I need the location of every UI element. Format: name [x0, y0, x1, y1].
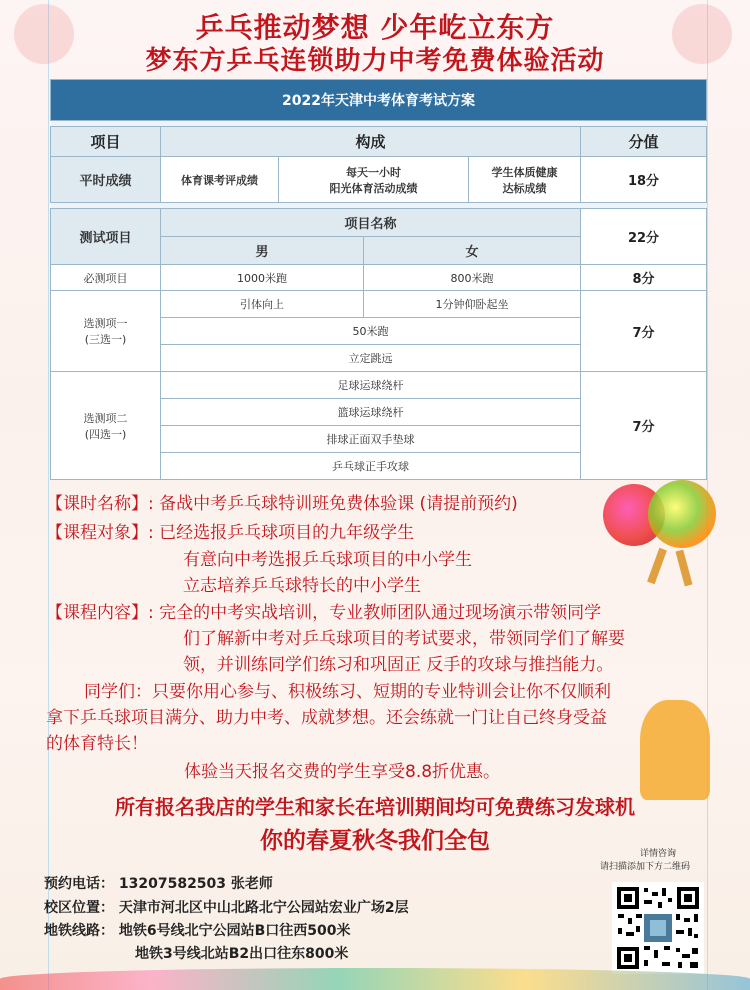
row-label-required: 必测项目	[51, 265, 161, 291]
qr-note-1: 详情咨询	[640, 849, 677, 859]
paragraph-line-1: 同学们：只要你用心参与、积极练习、短期的专业特训会让你不仅顺利	[84, 682, 611, 702]
subway-2: 地铁3号线北站B2出口往东800米	[135, 946, 349, 962]
row-label-regular: 平时成绩	[51, 157, 161, 203]
exam-plan-table	[50, 79, 707, 480]
item-name-header: 项目名称	[161, 209, 581, 237]
content-3: 领，并训练同学们练习和巩固正 反手的攻球与推挡能力。	[183, 655, 614, 675]
elective1-row3: 立定跳远	[161, 345, 581, 372]
cell-regular-2: 每天一小时 阳光体育活动成绩	[279, 157, 469, 203]
target-label: 【课程对象】:	[46, 523, 154, 543]
qr-code-icon[interactable]	[612, 882, 704, 974]
paragraph-line-3: 的体育特长！	[46, 734, 148, 754]
elective2-row3: 排球正面双手垫球	[161, 426, 581, 453]
subway-1: 地铁6号线北宁公园站B口往西500米	[118, 923, 351, 939]
elective2-row2: 篮球运球绕杆	[161, 399, 581, 426]
banner-title: 乒乓推动梦想 少年屹立东方	[195, 11, 555, 44]
slogan-line-1: 所有报名我店的学生和家长在培训期间均可免费练习发球机	[115, 795, 635, 819]
score-test: 22分	[581, 209, 707, 265]
required-male: 1000米跑	[161, 265, 364, 291]
paddle-handle-icon	[675, 550, 692, 587]
elective1-female: 1分钟仰卧起坐	[364, 291, 581, 318]
row-label-test: 测试项目	[51, 209, 161, 265]
cell-regular-1: 体育课考评成绩	[161, 157, 279, 203]
player-figure-icon	[640, 700, 710, 800]
col-header-score: 分值	[581, 127, 707, 157]
course-name: 备战中考乒乓球特训班免费体验课 (请提前预约)	[159, 494, 518, 514]
phone-number: 13207582503 张老师	[118, 876, 273, 892]
banner-subtitle: 梦东方乒乓连锁助力中考免费体验活动	[145, 46, 605, 76]
paragraph-line-2: 拿下乒乓球项目满分、助力中考、成就梦想。还会练就一门让自己终身受益	[46, 708, 607, 728]
male-header: 男	[161, 237, 364, 265]
score-elective2: 7分	[581, 372, 707, 480]
header-banner	[0, 0, 750, 78]
required-female: 800米跑	[364, 265, 581, 291]
subway-label: 地铁线路：	[44, 923, 114, 939]
table-title: 2022年天津中考体育考试方案	[51, 80, 707, 121]
address-label: 校区位置：	[44, 900, 114, 916]
target-2: 有意向中考选报乒乓球项目的中小学生	[183, 550, 472, 570]
score-required: 8分	[581, 265, 707, 291]
row-label-elective1: 选测项一 (三选一)	[51, 291, 161, 372]
target-1: 已经选报乒乓球项目的九年级学生	[159, 523, 415, 543]
col-header-item: 项目	[51, 127, 161, 157]
elective2-row4: 乒乓球正手攻球	[161, 453, 581, 480]
qr-note-2: 请扫描添加下方二维码	[600, 862, 691, 872]
elective2-row1: 足球运球绕杆	[161, 372, 581, 399]
target-3: 立志培养乒乓球特长的中小学生	[183, 576, 421, 596]
course-name-label: 【课时名称】:	[46, 494, 154, 514]
paddle-handle-icon	[647, 548, 667, 585]
discount-text: 体验当天报名交费的学生享受8.8折优惠。	[184, 762, 501, 782]
row-label-elective2: 选测项二 (四选一)	[51, 372, 161, 480]
col-header-composition: 构成	[161, 127, 581, 157]
female-header: 女	[364, 237, 581, 265]
content-label: 【课程内容】:	[46, 603, 154, 623]
score-elective1: 7分	[581, 291, 707, 372]
elective1-row2: 50米跑	[161, 318, 581, 345]
content-1: 完全的中考实战培训，专业教师团队通过现场演示带领同学	[159, 603, 602, 623]
slogan-line-2: 你的春夏秋冬我们全包	[260, 828, 490, 854]
phone-label: 预约电话：	[44, 876, 114, 892]
cell-regular-3: 学生体质健康 达标成绩	[469, 157, 581, 203]
address: 天津市河北区中山北路北宁公园站宏业广场2层	[118, 900, 409, 916]
content-2: 们了解新中考对乒乓球项目的考试要求，带领同学们了解要	[183, 629, 625, 649]
elective1-male: 引体向上	[161, 291, 364, 318]
decorative-wave	[0, 968, 750, 990]
paddle-icon	[648, 480, 716, 548]
score-regular: 18分	[581, 157, 707, 203]
